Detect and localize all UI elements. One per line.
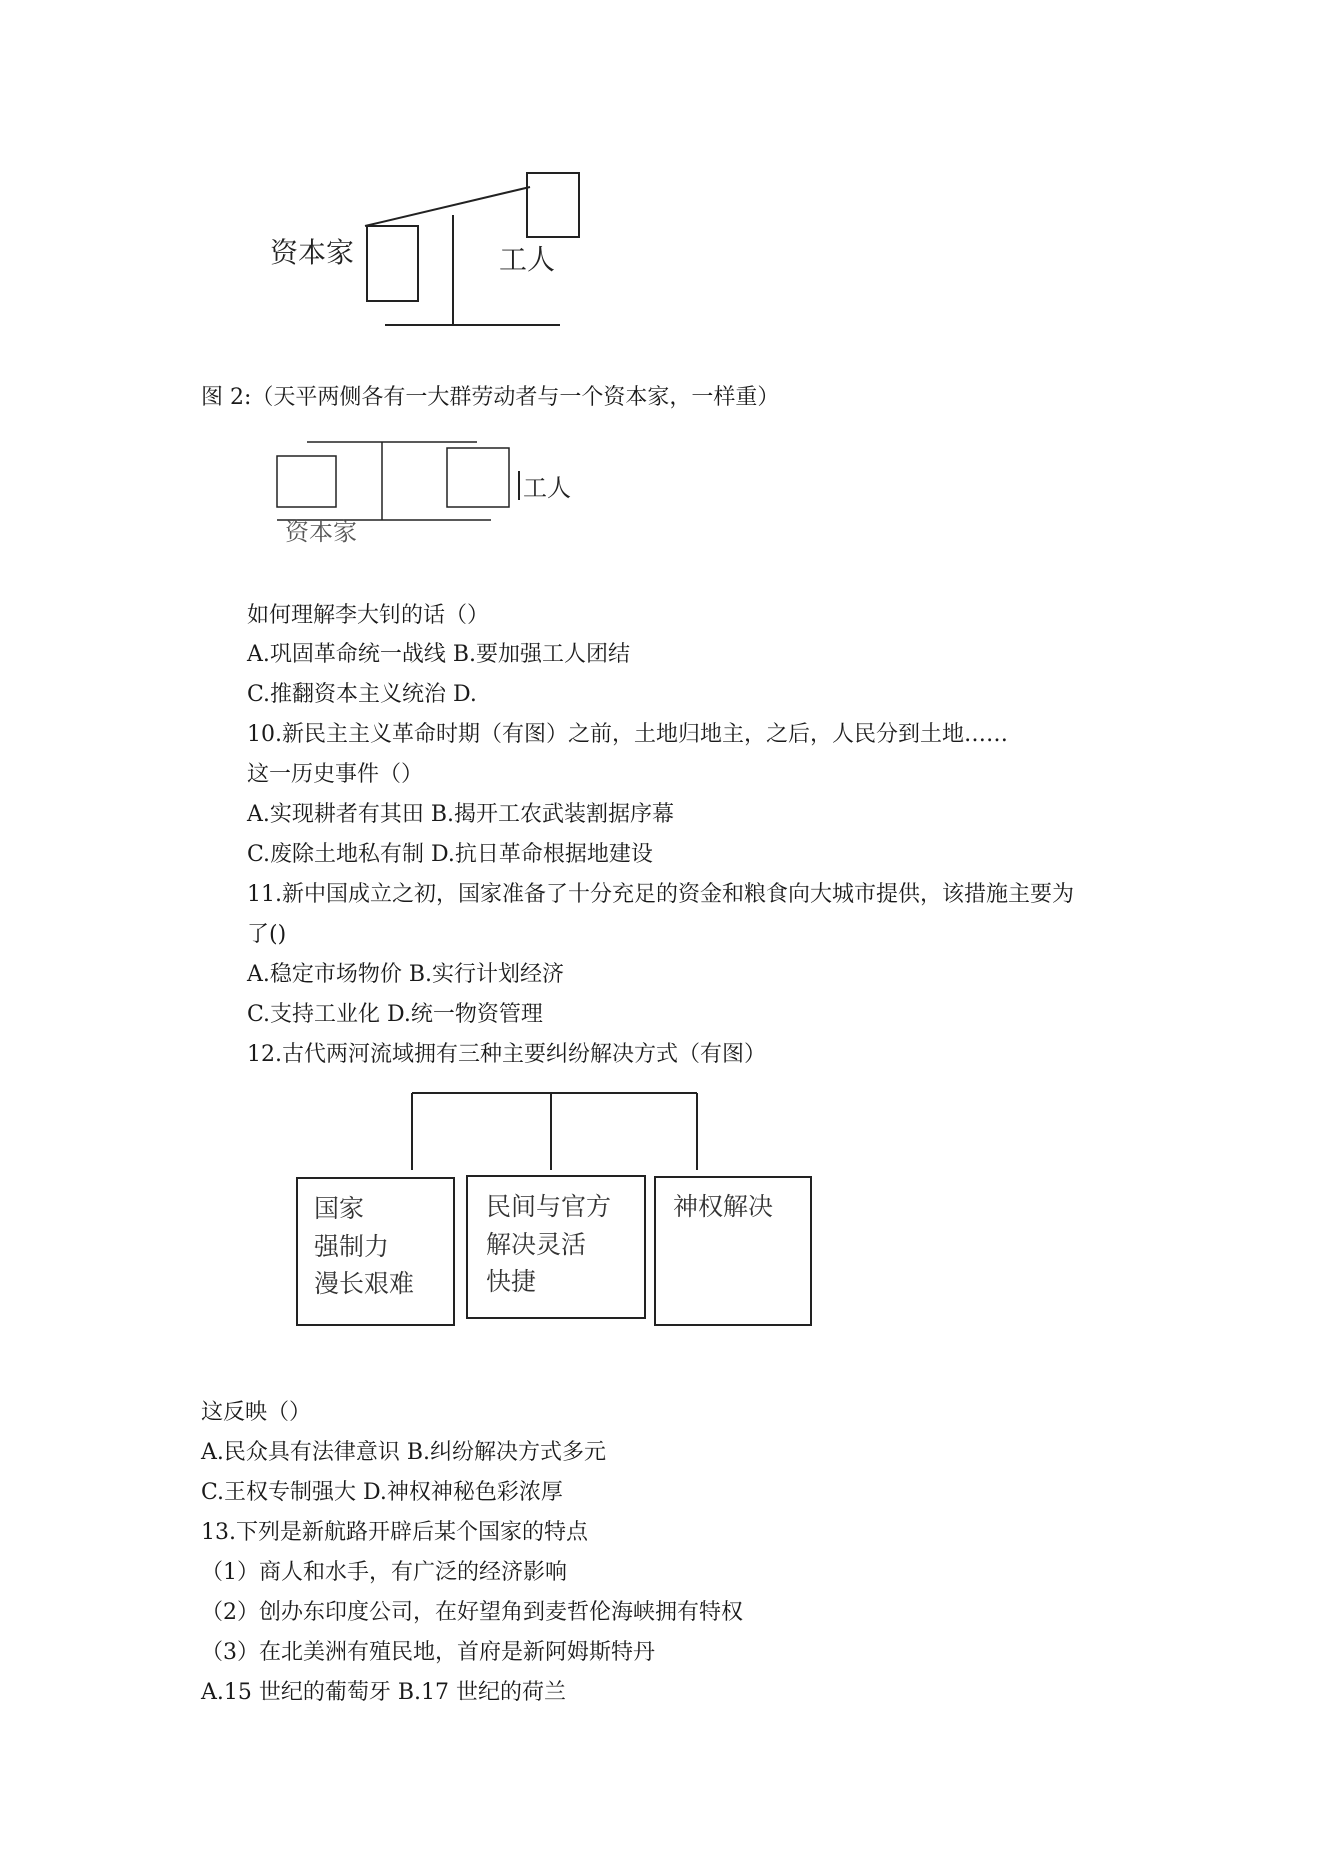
q12-stem: 12.古代两河流域拥有三种主要纠纷解决方式（有图） — [247, 1042, 766, 1067]
q10-stem-line1: 10.新民主主义革命时期（有图）之前，土地归地主，之后，人民分到土地…… — [247, 722, 1008, 747]
q12-options-c-d: C.王权专制强大 D.神权神秘色彩浓厚 — [201, 1480, 563, 1505]
box-state-line3: 漫长艰难 — [314, 1269, 415, 1298]
q11-options-c-d: C.支持工业化 D.统一物资管理 — [247, 1002, 543, 1027]
q10-options-a-b: A.实现耕者有其田 B.揭开工农武装割据序幕 — [247, 802, 675, 827]
box-civil-line1: 民间与官方 — [486, 1192, 612, 1221]
q11-stem-line1: 11.新中国成立之初，国家准备了十分充足的资金和粮食向大城市提供，该措施主要为 — [247, 882, 1074, 907]
figure-1-worker-label: 工人 — [499, 243, 556, 276]
q13-item-1: （1）商人和水手，有广泛的经济影响 — [201, 1560, 567, 1585]
box-theocratic-line1: 神权解决 — [673, 1192, 774, 1221]
q10-options-c-d: C.废除土地私有制 D.抗日革命根据地建设 — [247, 842, 653, 867]
box-civil-line3: 快捷 — [486, 1267, 537, 1296]
q9-options-c-d: C.推翻资本主义统治 D. — [247, 682, 477, 707]
q13-item-3: （3）在北美洲有殖民地，首府是新阿姆斯特丹 — [201, 1640, 655, 1665]
figure-2-caption: 图 2:（天平两侧各有一大群劳动者与一个资本家，一样重） — [201, 385, 780, 410]
q10-stem-line2: 这一历史事件（） — [247, 762, 424, 787]
figure-2-worker-label: 工人 — [523, 474, 571, 502]
q13-options-a-b: A.15 世纪的葡萄牙 B.17 世纪的荷兰 — [201, 1680, 567, 1705]
q13-item-2: （2）创办东印度公司，在好望角到麦哲伦海峡拥有特权 — [201, 1600, 743, 1625]
q11-stem-line2: 了() — [247, 922, 287, 947]
box-civil-line2: 解决灵活 — [486, 1230, 587, 1259]
q9-options-a-b: A.巩固革命统一战线 B.要加强工人团结 — [247, 642, 631, 667]
q12-followup: 这反映（） — [201, 1400, 312, 1425]
box-state-line2: 强制力 — [314, 1232, 390, 1261]
box-state-line1: 国家 — [314, 1194, 365, 1223]
q9-stem: 如何理解李大钊的话（） — [247, 603, 490, 628]
q13-stem: 13.下列是新航路开辟后某个国家的特点 — [201, 1520, 588, 1545]
figure-2-capitalist-label: 资本家 — [285, 518, 357, 546]
q11-options-a-b: A.稳定市场物价 B.实行计划经济 — [247, 962, 565, 987]
q12-options-a-b: A.民众具有法律意识 B.纠纷解决方式多元 — [201, 1440, 607, 1465]
figure-1-capitalist-label: 资本家 — [270, 236, 355, 269]
